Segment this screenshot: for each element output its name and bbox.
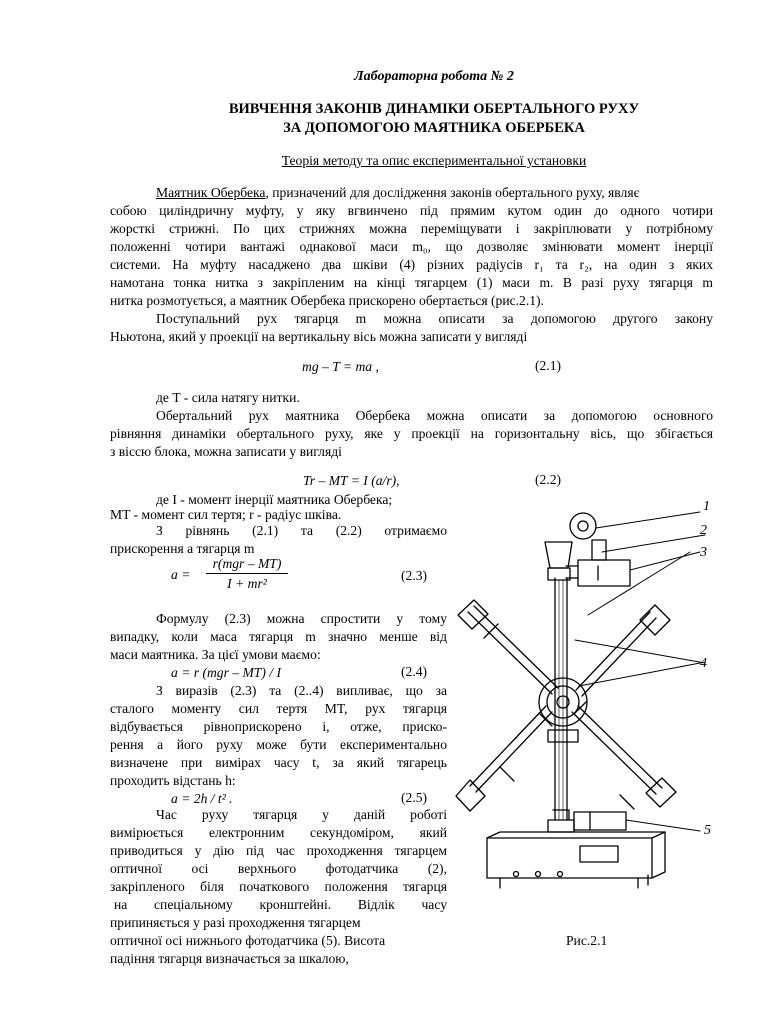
p7-line8: оптичної осі нижнього фотодатчика (5). Висота [110,933,386,948]
p6-line1: З виразів (2.3) та (2..4) випливає, що за [156,683,447,698]
p5-line3: маси маятника. За цієї умови маємо: [110,647,321,662]
lab-title: Лабораторна робота № 2 [354,69,514,84]
p1-line1-rest: , призначений для дослідження законів обертального руху, являє [265,185,640,200]
term-oberbeck: Маятник Обербека [156,185,266,200]
p6-line5: визначене при вимірах часу t, за який тягарець [110,755,447,770]
p3-line1: Обертальний рух маятника Обербека можна описати за допомогою основного [156,408,713,423]
p5-line2: випадку, коли маса тягарця m значно менше від [110,629,447,644]
equation-2-3-fraction [206,556,288,592]
p7-line6: на спеціальному кронштейні. Відлік часу [114,897,447,912]
fraction-bar [206,573,288,574]
figure-column [548,578,574,832]
equation-2-4: a = r (mgr – MT) / I [171,665,281,680]
p1-line4: положенні чотири вантажі однакової маси m₀, що дозволяє змінювати момент інерції [110,239,713,254]
equation-2-2: Tr – MT = I (a/r), [303,473,400,488]
equation-2-5-number: (2.5) [401,790,428,805]
p7-line7: припиняється у разі проходження тягарцем [110,915,361,930]
p7-line2: вимірюється електронним секундоміром, який [110,825,447,840]
definition-T: де T - сила натягу нитки. [156,390,300,405]
equation-2-1: mg – T = ma , [302,359,379,374]
definition-MT-r: MT - момент сил тертя; r - радіус шківа. [110,507,342,522]
p2-line1: Поступальний рух тягарця m можна описати за допомогою другого закону [156,311,713,326]
p7-line1: Час руху тягарця у даній роботі [156,807,447,822]
p1-line3: жорсткі стрижні. По цих стрижнях можна переміщувати і закріплювати у потрібному [110,221,713,236]
figure-photodetector-5 [574,812,626,830]
p7-line3: приводиться у дію під час проходження тягарцем [110,843,447,858]
p4-line1: З рівнянь (2.1) та (2.2) отримаємо [156,523,447,538]
equation-2-2-number: (2.2) [535,472,562,487]
figure-label-4: 4 [700,656,707,671]
equation-2-1-number: (2.1) [535,358,562,373]
p7-line5: закріпленого біля початкового положення тягарця [110,879,447,894]
p6-line6: проходить відстань h: [110,773,236,788]
equation-2-3-lhs: a = [171,567,191,582]
p1-line7: нитка розмотується, а маятник Обербека прискорено обертається (рис.2.1). [110,293,544,308]
p6-line3: відбувається рівноприскорено і, отже, приско- [110,719,447,734]
figure-cross-rods [456,600,676,811]
main-title-line2: ЗА ДОПОМОГОЮ МАЯТНИКА ОБЕРБЕКА [283,120,585,136]
figure-label-1: 1 [703,499,710,514]
definition-I: де I - момент інерції маятника Обербека; [156,492,393,507]
section-subtitle: Теорія методу та опис експериментальної установки [281,153,587,168]
figure-caption: Рис.2.1 [566,933,608,948]
p2-line2: Ньютона, який у проекції на вертикальну вісь можна записати у вигляді [110,329,528,344]
equation-2-5: a = 2h / t² . [171,791,233,806]
equation-2-3-numerator: r(mgr – MT) [212,556,282,571]
figure-labels [699,499,711,838]
oberbeck-pendulum-figure [450,498,730,898]
p6-line4: рення a його руху може бути експериментально [110,737,447,752]
figure-base-unit [487,832,665,888]
p5-line1: Формулу (2.3) можна спростити у тому [156,611,447,626]
p3-line2: рівняння динаміки обертального руху, яке у проекції на горизонтальну вісь, що збігається [110,426,713,441]
figure-label-5: 5 [704,823,711,838]
figure-label-3: 3 [700,545,707,560]
p7-line9: падіння тягарця визначається за шкалою, [110,951,349,966]
p1-line6: намотана тонка нитка з закріпленим на кінці тягарцем (1) маси m. В разі руху тягарця m [110,275,713,290]
p4-line2: прискорення a тягарця m [110,541,255,556]
p1-line5: системи. На муфту насаджено два шківи (4) різних радіусів r₁ та r₂, на один з яких [110,257,713,272]
main-title-line1: ВИВЧЕННЯ ЗАКОНІВ ДИНАМІКИ ОБЕРТАЛЬНОГО РУХУ [228,101,640,117]
equation-2-3-number: (2.3) [401,568,428,583]
figure-label-2: 2 [700,523,707,538]
p6-line2: сталого моменту сил тертя MT, рух тягарця [110,701,447,716]
p1-line1 [156,184,639,202]
equation-2-4-number: (2.4) [401,664,428,679]
equation-2-3-denominator: I + mr² [227,576,267,591]
p1-line2: собою циліндричну муфту, у яку вгвинчено під прямим кутом один до одного чотири [110,203,713,218]
p7-line4: оптичної осі верхнього фотодатчика (2), [110,861,447,876]
p3-line3: з віссю блока, можна записати у вигляді [110,444,342,459]
